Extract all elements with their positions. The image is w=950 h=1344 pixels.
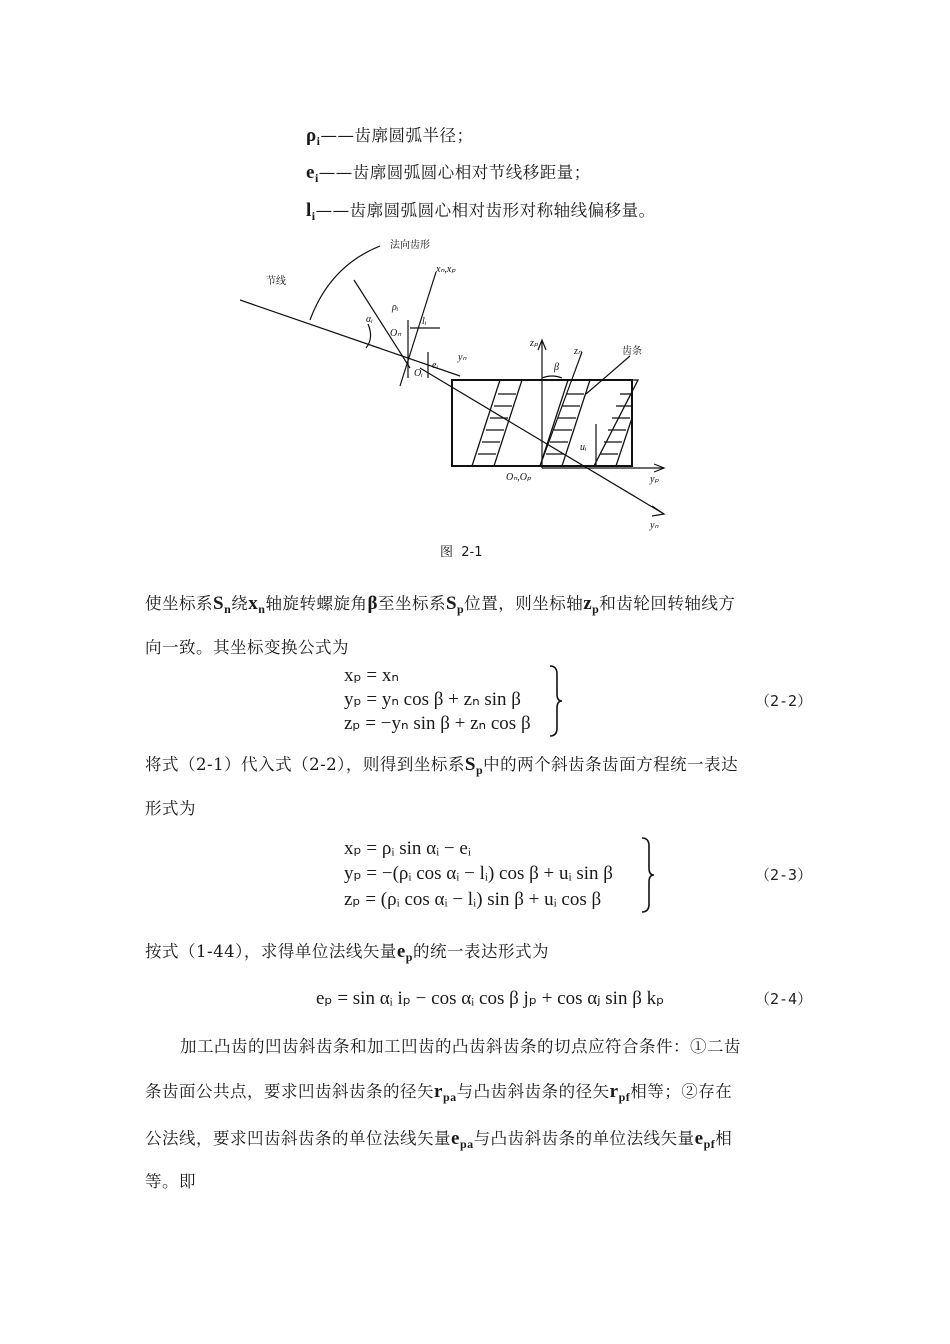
label-ei: eᵢ — [432, 360, 439, 371]
definition-e — [306, 159, 591, 186]
eq22-row-3: zₚ = −yₙ sin β + zₙ cos β — [344, 713, 531, 734]
text-run: 相 — [715, 1129, 733, 1148]
label-yn-top: yₙ — [458, 352, 467, 363]
label-rack: 齿条 — [622, 346, 642, 357]
def-text: ——齿廓圆弧圆心相对齿形对称轴线偏移量。 — [315, 201, 656, 220]
label-beta: β — [554, 362, 559, 373]
label-ui: uᵢ — [580, 442, 587, 453]
eq23-row-1: xₚ = ρᵢ sin αᵢ − eᵢ — [344, 838, 471, 859]
symbol-sub: pf — [618, 1090, 631, 1104]
text-run: 与凸齿斜齿条的单位法线矢量 — [473, 1129, 695, 1148]
symbol-sub: p — [405, 950, 413, 964]
paragraph-4-line-4: 等。即 — [145, 1172, 196, 1191]
text-run: 按式（1-44），求得单位法线矢量 — [145, 942, 397, 961]
label-yn-bottom: yₙ — [650, 520, 659, 531]
label-alpha: αᵢ — [366, 314, 373, 325]
paragraph-4-line-1: 加工凸齿的凹齿斜齿条和加工凹齿的凸齿斜齿条的切点应符合条件：①二齿 — [180, 1037, 741, 1056]
label-li: lᵢ — [422, 316, 427, 327]
eq23-row-2: yₚ = −(ρᵢ cos αᵢ − lᵢ) cos β + uᵢ sin β — [344, 863, 613, 884]
text-run: 中的两个斜齿条齿面方程统一表达 — [483, 755, 739, 774]
def-text: ——齿廓圆弧半径； — [320, 126, 474, 145]
eq23-number: （2-3） — [755, 866, 813, 884]
symbol-r: r — [609, 1081, 619, 1102]
eq23-row-3: zₚ = (ρᵢ cos αᵢ − lᵢ) sin β + uᵢ cos β — [344, 889, 602, 910]
symbol-x: x — [248, 593, 259, 614]
label-xn-xp: xₙ,xₚ — [436, 264, 456, 275]
text-run: 使坐标系 — [145, 594, 213, 613]
def-sub: i — [316, 134, 321, 148]
def-sub: i — [314, 171, 319, 185]
label-zn: zₙ — [574, 346, 582, 357]
symbol-S: S — [213, 593, 225, 614]
symbol-z: z — [583, 593, 593, 614]
label-normal-profile: 法向齿形 — [390, 240, 430, 251]
symbol-sub: p — [457, 602, 465, 616]
text-run: 公法线，要求凹齿斜齿条的单位法线矢量 — [145, 1129, 451, 1148]
label-rho: ρᵢ — [392, 302, 399, 313]
symbol-sub: p — [475, 763, 484, 777]
symbol-r: r — [434, 1081, 443, 1102]
label-Oi: Oᵢ — [414, 368, 423, 379]
def-symbol: e — [306, 162, 315, 183]
pitch-line — [240, 300, 460, 376]
text-run: 至坐标系 — [377, 594, 446, 613]
eq22-row-2: yₚ = yₙ cos β + zₙ sin β — [344, 689, 521, 710]
figure-2-1 — [240, 228, 680, 558]
def-sub: i — [311, 209, 316, 223]
eq22-number: （2-2） — [755, 692, 813, 710]
symbol-sub: pa — [459, 1137, 474, 1151]
definition-rho — [306, 122, 474, 149]
paragraph-2-line-2: 形式为 — [145, 799, 196, 818]
text-run: 条齿面公共点，要求凹齿斜齿条的径矢 — [145, 1082, 434, 1101]
text-run: 轴旋转螺旋角 — [265, 594, 368, 613]
symbol-beta: β — [367, 593, 378, 614]
symbol-sub: n — [258, 602, 266, 616]
label-origin: Oₙ,Oₚ — [506, 472, 532, 483]
symbol-sub: n — [224, 602, 232, 616]
text-run: 和齿轮回转轴线方 — [599, 594, 736, 613]
symbol-sub: pf — [703, 1137, 716, 1151]
paragraph-2-line-1 — [145, 751, 738, 778]
text-run: 与凸齿斜齿条的径矢 — [456, 1082, 610, 1101]
symbol-sub: p — [592, 602, 600, 616]
paragraph-4-line-2 — [145, 1078, 732, 1105]
symbol-e: e — [396, 941, 406, 962]
eq22-brace — [548, 664, 564, 738]
def-text: ——齿廓圆弧圆心相对节线移距量； — [318, 163, 591, 182]
text-run: 相等；②存在 — [630, 1082, 733, 1101]
rack-leader — [586, 356, 630, 394]
label-zp: zₚ — [530, 338, 539, 349]
rack-tooth-1 — [472, 380, 522, 466]
text-run: 绕 — [231, 594, 249, 613]
eq23-brace — [640, 836, 656, 914]
symbol-S: S — [445, 593, 458, 614]
symbol-e: e — [451, 1128, 460, 1149]
label-pitch-line: 节线 — [266, 276, 286, 287]
figure-caption: 图 2-1 — [440, 545, 483, 560]
paragraph-4-line-3 — [145, 1125, 732, 1152]
text-run: 将式（2-1）代入式（2-2），则得到坐标系 — [145, 755, 465, 774]
eq24: eₚ = sin αᵢ iₚ − cos αᵢ cos β jₚ + cos αⱼ sin β kₚ — [316, 988, 665, 1009]
radius-line — [354, 280, 410, 368]
symbol-sub: pa — [442, 1090, 457, 1104]
label-On: Oₙ — [390, 328, 402, 339]
normal-profile-arc — [310, 246, 380, 320]
zn-axis — [540, 352, 582, 466]
beta-arc — [542, 376, 562, 378]
text-run: 的统一表达形式为 — [412, 942, 549, 961]
eq22-row-1: xₚ = xₙ — [344, 665, 399, 686]
definition-l — [306, 197, 656, 224]
paragraph-1-line-2: 向一致。其坐标变换公式为 — [145, 638, 349, 657]
symbol-e: e — [694, 1128, 704, 1149]
rack-tooth-2 — [540, 380, 590, 466]
def-symbol: l — [306, 200, 312, 221]
label-yp: yₚ — [650, 474, 659, 485]
def-symbol: ρ — [306, 125, 317, 146]
paragraph-1-line-1 — [145, 590, 735, 617]
paragraph-3 — [145, 938, 549, 965]
symbol-S: S — [464, 754, 476, 775]
text-run: 位置，则坐标轴 — [464, 594, 584, 613]
eq24-number: （2-4） — [755, 990, 813, 1008]
